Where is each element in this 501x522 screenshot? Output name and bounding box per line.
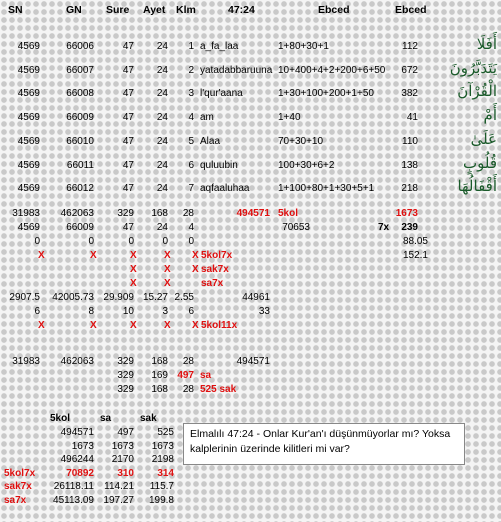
word-row-val: 41 <box>406 112 418 123</box>
row3-ayet: 0 <box>162 236 168 247</box>
arabic-word: عَلَىٰ <box>470 130 497 148</box>
row7-klm: 2.55 <box>174 292 194 303</box>
bottom-row-b: 497 <box>117 427 134 438</box>
word-row-sn: 4569 <box>17 160 40 171</box>
row12-sure: 329 <box>117 384 134 395</box>
header-verse: 47:24 <box>228 4 255 16</box>
word-row-klm: 4 <box>188 112 194 123</box>
bottom-row-c: 115.7 <box>149 481 174 492</box>
bottom-row-c: 199.8 <box>148 495 174 506</box>
header-sure: Sure <box>106 4 130 16</box>
bottom-row-label: sak7x <box>4 481 32 492</box>
word-row-sure: 47 <box>122 183 134 194</box>
bottom-row-b: 197.27 <box>103 495 134 506</box>
bottom-row-b: 2170 <box>111 454 134 465</box>
row4-label: 5kol7x <box>201 250 233 261</box>
row2-klm: 4 <box>188 222 194 233</box>
word-row-calc: 100+30+6+2 <box>278 160 335 171</box>
row9-x-ayet: X <box>164 320 171 331</box>
arabic-word: أَفَلَا <box>476 35 497 53</box>
word-row-sure: 47 <box>122 65 134 76</box>
word-row-sn: 4569 <box>17 183 40 194</box>
bottom-row-a: 26118.11 <box>53 481 94 492</box>
total-sn: 31983 <box>12 208 40 219</box>
row10-gn: 462063 <box>60 356 94 367</box>
word-row-gn: 66012 <box>66 183 94 194</box>
row4-value: 152.1 <box>402 250 428 261</box>
word-row-sure: 47 <box>122 160 134 171</box>
row12-klm: 28 <box>182 384 194 395</box>
word-row-ayet: 24 <box>156 183 168 194</box>
word-row-word: Alaa <box>200 136 221 147</box>
word-row-sure: 47 <box>122 112 134 123</box>
translation-quote: Elmalılı 47:24 - Onlar Kur'an'ı düşünmüyorlar mı? Yoksa kalplerinin üzerinde kilitleri mi var? <box>183 423 465 465</box>
word-row-klm: 3 <box>188 88 194 99</box>
bottom-row-b: 114.21 <box>104 481 134 492</box>
bottom-row-label: 5kol7x <box>4 468 36 479</box>
row3-gn: 0 <box>88 236 94 247</box>
word-row-calc: 70+30+10 <box>278 136 324 147</box>
row8-ayet: 3 <box>162 306 168 317</box>
row7-sure: 29.909 <box>103 292 134 303</box>
header-ebced-calc: Ebced <box>318 4 350 16</box>
word-row-word: yatadabbaruuna <box>200 65 273 76</box>
word-row-sure: 47 <box>122 136 134 147</box>
word-row-klm: 7 <box>188 183 194 194</box>
bottom-row-a: 70892 <box>66 468 94 479</box>
row8-klm: 6 <box>188 306 194 317</box>
word-row-sn: 4569 <box>17 65 40 76</box>
row10-ayet: 168 <box>151 356 168 367</box>
word-row-sure: 47 <box>122 41 134 52</box>
row2-sn: 4569 <box>17 222 40 233</box>
word-row-ayet: 24 <box>156 65 168 76</box>
arabic-word: قُلُوبٍ <box>462 154 497 172</box>
word-row-val: 672 <box>401 65 418 76</box>
row4-x-ayet: X <box>164 250 171 261</box>
row2-x: 7x <box>378 222 390 233</box>
bottom-row-b: 1673 <box>111 441 134 452</box>
row3-sn: 0 <box>34 236 40 247</box>
row7-sn: 2907.5 <box>9 292 40 303</box>
word-row-calc: 1+40 <box>278 112 301 123</box>
bottom-row-c: 1673 <box>151 441 174 452</box>
word-row-gn: 66007 <box>66 65 94 76</box>
total-klm: 28 <box>182 208 194 219</box>
row5-label: sak7x <box>201 264 229 275</box>
word-row-klm: 6 <box>188 160 194 171</box>
bottom-row-label: sa7x <box>4 495 27 506</box>
header-ebced-value: Ebced <box>395 4 427 16</box>
bottom-row-a: 496244 <box>60 454 94 465</box>
word-row-gn: 66009 <box>66 112 94 123</box>
row7-ayet: 15.27 <box>142 292 168 303</box>
bottom-row-a: 45113.09 <box>53 495 94 506</box>
row11-ayet: 169 <box>151 370 168 381</box>
header-klm: Klm <box>176 4 196 16</box>
word-row-gn: 66010 <box>66 136 94 147</box>
total-value: 1673 <box>395 208 418 219</box>
row3-klm: 0 <box>188 236 194 247</box>
row7-mid: 44961 <box>242 292 270 303</box>
row4-x-gn: X <box>90 250 97 261</box>
row4-x-sn: X <box>38 250 45 261</box>
row12-ayet: 168 <box>151 384 168 395</box>
word-row-word: a_fa_laa <box>200 41 239 52</box>
word-row-sn: 4569 <box>17 88 40 99</box>
word-row-calc: 1+100+80+1+30+5+1 <box>278 183 375 194</box>
word-row-ayet: 24 <box>156 112 168 123</box>
total-label: 5kol <box>278 208 299 219</box>
word-row-val: 110 <box>402 136 418 147</box>
row2-ayet: 24 <box>156 222 168 233</box>
bottom-row-a: 494571 <box>60 427 94 438</box>
header-gn: GN <box>66 4 82 16</box>
word-row-klm: 2 <box>188 65 194 76</box>
bottom-row-c: 525 <box>157 427 174 438</box>
word-row-word: aqfaaluhaa <box>200 183 250 194</box>
row11-sure: 329 <box>117 370 134 381</box>
row3-value: 88.05 <box>402 236 428 247</box>
word-row-ayet: 24 <box>156 160 168 171</box>
header-sn: SN <box>8 4 23 16</box>
header-ayet: Ayet <box>143 4 166 16</box>
bottom-header-sak: sak <box>140 413 157 424</box>
word-row-sn: 4569 <box>17 41 40 52</box>
row6-label: sa7x <box>201 278 224 289</box>
word-row-gn: 66006 <box>66 41 94 52</box>
row11-klm: 497 <box>177 370 194 381</box>
row8-gn: 8 <box>88 306 94 317</box>
row5-x-klm: X <box>192 264 199 275</box>
bottom-header-sa: sa <box>100 413 112 424</box>
row8-sn: 6 <box>34 306 40 317</box>
row2-value: 239 <box>401 222 418 233</box>
arabic-word: أَمْ <box>483 106 497 124</box>
word-row-ayet: 24 <box>156 88 168 99</box>
word-row-gn: 66008 <box>66 88 94 99</box>
total-sum: 494571 <box>236 208 270 219</box>
row7-gn: 42005.73 <box>52 292 94 303</box>
word-row-val: 138 <box>401 160 418 171</box>
row10-sn: 31983 <box>12 356 40 367</box>
arabic-word: الْقُرْآنَ <box>457 82 497 100</box>
word-row-ayet: 24 <box>156 136 168 147</box>
row2-gn: 66009 <box>66 222 94 233</box>
row6-x-ayet: X <box>164 278 171 289</box>
row9-x-sure: X <box>130 320 137 331</box>
total-sure: 329 <box>117 208 134 219</box>
word-row-calc: 1+80+30+1 <box>278 41 329 52</box>
bottom-header-5kol: 5kol <box>50 413 71 424</box>
row4-x-sure: X <box>130 250 137 261</box>
word-row-word: quluubin <box>200 160 238 171</box>
bottom-row-c: 2198 <box>151 454 174 465</box>
row2-mid: 70653 <box>282 222 310 233</box>
row8-sure: 10 <box>122 306 134 317</box>
word-row-gn: 66011 <box>66 160 94 171</box>
row4-x-klm: X <box>192 250 199 261</box>
bottom-row-c: 314 <box>157 468 174 479</box>
word-row-word: am <box>200 112 214 123</box>
word-row-val: 112 <box>402 41 418 52</box>
word-row-sure: 47 <box>122 88 134 99</box>
word-row-klm: 5 <box>188 136 194 147</box>
row9-label: 5kol11x <box>201 320 238 331</box>
row10-klm: 28 <box>182 356 194 367</box>
row3-sure: 0 <box>128 236 134 247</box>
total-gn: 462063 <box>60 208 94 219</box>
row9-x-sn: X <box>38 320 45 331</box>
total-ayet: 168 <box>151 208 168 219</box>
word-row-word: l'qur'aana <box>200 88 243 99</box>
arabic-word: يَتَدَبَّرُونَ <box>449 59 497 77</box>
word-row-calc: 10+400+4+2+200+6+50 <box>278 65 386 76</box>
row2-sure: 47 <box>122 222 134 233</box>
word-row-calc: 1+30+100+200+1+50 <box>278 88 374 99</box>
bottom-row-b: 310 <box>117 468 134 479</box>
word-row-sn: 4569 <box>17 136 40 147</box>
row5-x-ayet: X <box>164 264 171 275</box>
row5-x-sure: X <box>130 264 137 275</box>
row9-x-gn: X <box>90 320 97 331</box>
row10-sure: 329 <box>117 356 134 367</box>
word-row-klm: 1 <box>188 41 194 52</box>
bottom-row-a: 1673 <box>71 441 94 452</box>
row9-x-klm: X <box>192 320 199 331</box>
row8-mid: 33 <box>258 306 270 317</box>
word-row-ayet: 24 <box>156 41 168 52</box>
row11-label: sa <box>200 370 212 381</box>
row6-x-sure: X <box>130 278 137 289</box>
row10-mid: 494571 <box>236 356 270 367</box>
word-row-val: 382 <box>401 88 418 99</box>
arabic-word: أَقْفَالُهَا <box>457 177 497 195</box>
word-row-sn: 4569 <box>17 112 40 123</box>
word-row-val: 218 <box>401 183 418 194</box>
row12-label: 525 sak <box>200 384 237 395</box>
